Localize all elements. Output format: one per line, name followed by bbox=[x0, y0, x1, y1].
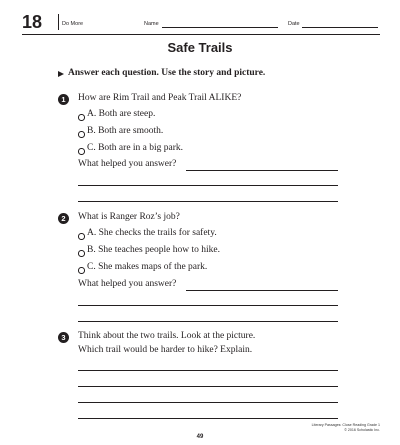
question-3-answer-line-4[interactable] bbox=[78, 418, 338, 419]
question-1-text: How are Rim Trail and Peak Trail ALIKE? bbox=[78, 93, 242, 103]
question-2-option-b-radio[interactable] bbox=[78, 250, 85, 257]
instructions: Answer each question. Use the story and picture. bbox=[68, 68, 266, 78]
question-3-answer-line-2[interactable] bbox=[78, 386, 338, 387]
arrow-right-icon bbox=[58, 71, 64, 77]
date-field[interactable] bbox=[302, 27, 378, 28]
header-section-label: Do More bbox=[62, 21, 84, 27]
question-2-option-a: A. She checks the trails for safety. bbox=[87, 228, 217, 238]
question-1-answer-line-1[interactable] bbox=[186, 170, 338, 171]
question-2-helped-label: What helped you answer? bbox=[78, 279, 177, 289]
question-1-option-c-radio[interactable] bbox=[78, 148, 85, 155]
question-1-answer-line-3[interactable] bbox=[78, 201, 338, 202]
question-2-option-a-radio[interactable] bbox=[78, 233, 85, 240]
footer-credit bbox=[312, 423, 380, 432]
question-2-answer-line-2[interactable] bbox=[78, 305, 338, 306]
question-2-answer-line-3[interactable] bbox=[78, 321, 338, 322]
question-1-option-c: C. Both are in a big park. bbox=[87, 143, 184, 153]
question-1-option-a: A. Both are steep. bbox=[87, 109, 156, 119]
header-rule bbox=[22, 34, 380, 35]
question-2-option-c: C. She makes maps of the park. bbox=[87, 262, 208, 272]
header-divider bbox=[58, 14, 59, 30]
question-2-option-c-radio[interactable] bbox=[78, 267, 85, 274]
header-page-number: 18 bbox=[22, 12, 43, 32]
page-title: Safe Trails bbox=[167, 40, 233, 55]
date-label: Date bbox=[288, 21, 300, 27]
question-1-option-b: B. Both are smooth. bbox=[87, 126, 164, 136]
question-3-number: 3 bbox=[58, 332, 69, 343]
name-label: Name bbox=[144, 21, 159, 27]
question-3-text-line-1: Think about the two trails. Look at the picture. bbox=[78, 331, 256, 341]
question-2-text: What is Ranger Roz’s job? bbox=[78, 212, 180, 222]
question-1-answer-line-2[interactable] bbox=[78, 185, 338, 186]
question-1-option-a-radio[interactable] bbox=[78, 114, 85, 121]
name-field[interactable] bbox=[162, 27, 278, 28]
worksheet-header bbox=[22, 12, 380, 34]
footer-credit-line-2: © 2016 Scholastic Inc. bbox=[344, 427, 380, 432]
question-1-option-b-radio[interactable] bbox=[78, 131, 85, 138]
footer-page-number: 49 bbox=[196, 434, 204, 440]
question-1-helped-label: What helped you answer? bbox=[78, 159, 177, 169]
question-2-answer-line-1[interactable] bbox=[186, 290, 338, 291]
question-3-answer-line-3[interactable] bbox=[78, 402, 338, 403]
question-3-answer-line-1[interactable] bbox=[78, 370, 338, 371]
question-1-number: 1 bbox=[58, 94, 69, 105]
question-2-option-b: B. She teaches people how to hike. bbox=[87, 245, 220, 255]
question-2-number: 2 bbox=[58, 213, 69, 224]
question-3-text-line-2: Which trail would be harder to hike? Explain. bbox=[78, 345, 253, 355]
footer-credit-line-1: Literary Passages: Close Reading Grade 1 bbox=[311, 423, 380, 427]
